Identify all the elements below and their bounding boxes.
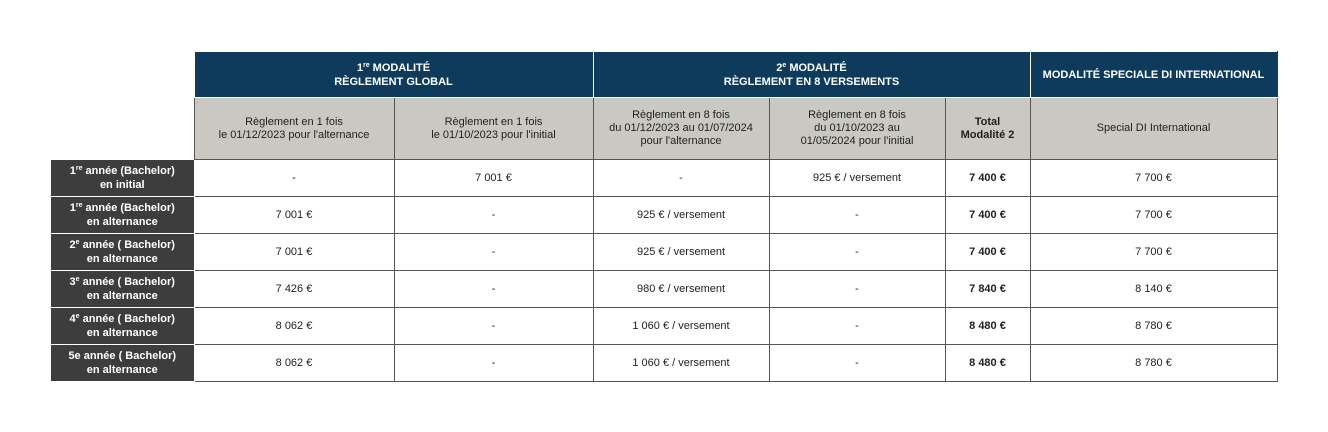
subheader-reglement-1-fois-initial: Règlement en 1 fois le 01/10/2023 pour l'initial (394, 98, 593, 160)
cell-1-fois-initial: - (394, 197, 593, 234)
cell-special-di-international: 7 700 € (1030, 160, 1277, 197)
cell-total-modalite-2: 8 480 € (945, 308, 1030, 345)
cell-8-fois-alternance: 980 € / versement (593, 271, 769, 308)
cell-special-di-international: 8 780 € (1030, 345, 1277, 382)
cell-8-fois-initial: - (769, 308, 945, 345)
group-header-modalite-1: 1re MODALITÉ RÈGLEMENT GLOBAL (194, 52, 593, 98)
subheader-reglement-8-fois-initial: Règlement en 8 fois du 01/10/2023 au 01/05/2024 pour l'initial (769, 98, 945, 160)
cell-8-fois-initial: - (769, 345, 945, 382)
row-header: 1re année (Bachelor) en alternance (51, 197, 194, 234)
subheader-reglement-1-fois-alternance: Règlement en 1 fois le 01/12/2023 pour l'alternance (194, 98, 394, 160)
row-header: 3e année ( Bachelor) en alternance (51, 271, 194, 308)
table-row (51, 308, 1277, 345)
cell-1-fois-alternance: 7 426 € (194, 271, 394, 308)
cell-total-modalite-2: 8 480 € (945, 345, 1030, 382)
cell-special-di-international: 7 700 € (1030, 234, 1277, 271)
cell-special-di-international: 8 780 € (1030, 308, 1277, 345)
subheader-special-di-international: Special DI International (1030, 98, 1277, 160)
cell-total-modalite-2: 7 400 € (945, 197, 1030, 234)
tuition-pricing-table (51, 51, 1278, 382)
cell-1-fois-initial: - (394, 234, 593, 271)
cell-1-fois-alternance: 8 062 € (194, 345, 394, 382)
cell-8-fois-initial: - (769, 271, 945, 308)
cell-1-fois-alternance: 8 062 € (194, 308, 394, 345)
cell-8-fois-alternance: - (593, 160, 769, 197)
cell-total-modalite-2: 7 840 € (945, 271, 1030, 308)
subheader-total-modalite-2: Total Modalité 2 (945, 98, 1030, 160)
group-header-modalite-2: 2e MODALITÉ RÈGLEMENT EN 8 VERSEMENTS (593, 52, 1030, 98)
row-header: 1re année (Bachelor) en initial (51, 160, 194, 197)
row-header: 5e année ( Bachelor) en alternance (51, 345, 194, 382)
empty-corner (51, 98, 194, 160)
cell-1-fois-initial: - (394, 308, 593, 345)
table-row (51, 197, 1277, 234)
cell-8-fois-alternance: 925 € / versement (593, 197, 769, 234)
empty-corner (51, 52, 194, 98)
cell-8-fois-initial: - (769, 197, 945, 234)
table-row (51, 345, 1277, 382)
cell-8-fois-initial: 925 € / versement (769, 160, 945, 197)
row-header: 2e année ( Bachelor) en alternance (51, 234, 194, 271)
table-row (51, 234, 1277, 271)
cell-8-fois-initial: - (769, 234, 945, 271)
table-row (51, 271, 1277, 308)
subheader-reglement-8-fois-alternance: Règlement en 8 fois du 01/12/2023 au 01/07/2024 pour l'alternance (593, 98, 769, 160)
cell-8-fois-alternance: 1 060 € / versement (593, 308, 769, 345)
cell-1-fois-alternance: - (194, 160, 394, 197)
cell-1-fois-initial: - (394, 345, 593, 382)
cell-8-fois-alternance: 925 € / versement (593, 234, 769, 271)
cell-total-modalite-2: 7 400 € (945, 160, 1030, 197)
table-row (51, 160, 1277, 197)
cell-total-modalite-2: 7 400 € (945, 234, 1030, 271)
row-header: 4e année ( Bachelor) en alternance (51, 308, 194, 345)
cell-1-fois-initial: - (394, 271, 593, 308)
cell-special-di-international: 8 140 € (1030, 271, 1277, 308)
cell-8-fois-alternance: 1 060 € / versement (593, 345, 769, 382)
cell-1-fois-initial: 7 001 € (394, 160, 593, 197)
cell-special-di-international: 7 700 € (1030, 197, 1277, 234)
cell-1-fois-alternance: 7 001 € (194, 234, 394, 271)
cell-1-fois-alternance: 7 001 € (194, 197, 394, 234)
group-header-modalite-speciale: MODALITÉ SPECIALE DI INTERNATIONAL (1030, 52, 1277, 98)
